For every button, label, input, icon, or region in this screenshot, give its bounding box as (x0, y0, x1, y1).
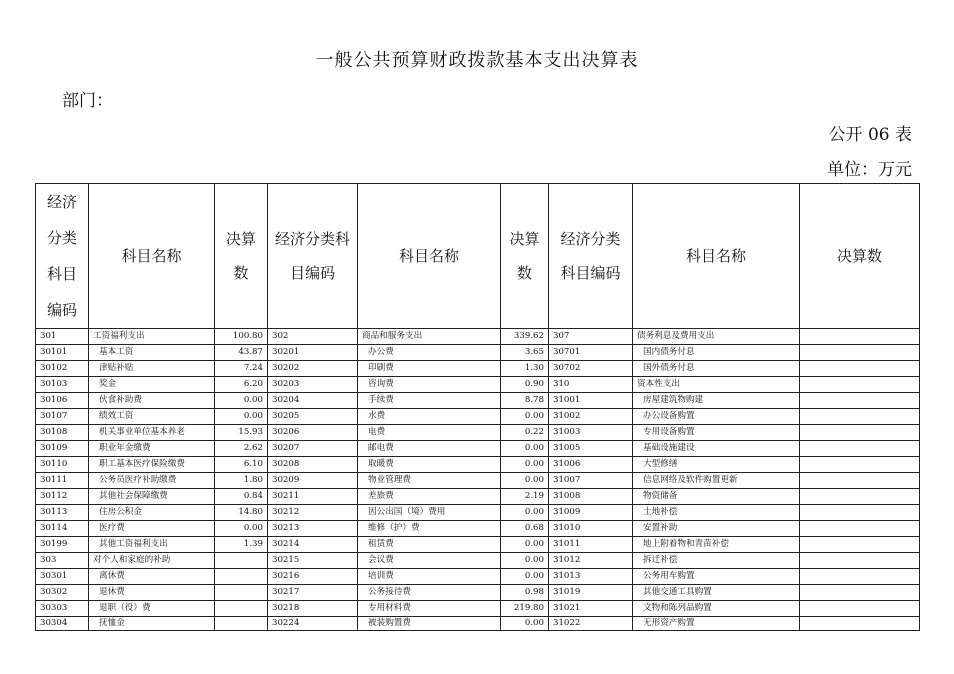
cell-code-2: 30208 (268, 457, 358, 473)
cell-code-3: 31021 (549, 601, 633, 617)
cell-amount-3 (800, 441, 920, 457)
cell-amount-3 (800, 585, 920, 601)
cell-amount-2: 0.90 (501, 377, 549, 393)
cell-name-3: 其他交通工具购置 (633, 585, 800, 601)
cell-code-2: 30201 (268, 345, 358, 361)
cell-name-2: 差旅费 (358, 489, 501, 505)
cell-name-3: 土地补偿 (633, 505, 800, 521)
cell-code-2: 30204 (268, 393, 358, 409)
cell-code-3: 307 (549, 329, 633, 345)
cell-amount-3 (800, 569, 920, 585)
cell-amount-3 (800, 601, 920, 617)
cell-code-3: 31010 (549, 521, 633, 537)
cell-amount-1: 0.84 (215, 489, 268, 505)
header-name-1: 科目名称 (89, 184, 215, 329)
cell-amount-1: 43.87 (215, 345, 268, 361)
cell-amount-2: 219.80 (501, 601, 549, 617)
cell-amount-3 (800, 425, 920, 441)
cell-code-3: 30701 (549, 345, 633, 361)
table-header-row (36, 184, 920, 329)
cell-name-3: 物资储备 (633, 489, 800, 505)
table-row (36, 377, 920, 393)
table-row (36, 537, 920, 553)
cell-name-1: 职工基本医疗保险缴费 (89, 457, 215, 473)
expenditure-table (35, 183, 920, 631)
cell-name-3: 专用设备购置 (633, 425, 800, 441)
cell-name-2: 被装购置费 (358, 617, 501, 631)
cell-code-2: 30203 (268, 377, 358, 393)
cell-name-3: 房屋建筑物购建 (633, 393, 800, 409)
cell-amount-3 (800, 521, 920, 537)
cell-code-1: 30106 (36, 393, 89, 409)
cell-code-3: 31022 (549, 617, 633, 631)
cell-name-3: 安置补助 (633, 521, 800, 537)
cell-code-1: 30114 (36, 521, 89, 537)
cell-name-2: 印刷费 (358, 361, 501, 377)
cell-amount-1: 0.00 (215, 521, 268, 537)
cell-code-3: 31009 (549, 505, 633, 521)
cell-code-2: 30202 (268, 361, 358, 377)
cell-amount-1: 0.00 (215, 409, 268, 425)
cell-code-1: 30303 (36, 601, 89, 617)
cell-amount-3 (800, 457, 920, 473)
cell-amount-3 (800, 345, 920, 361)
cell-code-3: 31012 (549, 553, 633, 569)
cell-amount-3 (800, 505, 920, 521)
cell-amount-2: 0.00 (501, 457, 549, 473)
table-row (36, 457, 920, 473)
cell-name-2: 培训费 (358, 569, 501, 585)
table-row (36, 329, 920, 345)
cell-name-2: 办公费 (358, 345, 501, 361)
table-row (36, 553, 920, 569)
cell-name-3: 国外债务付息 (633, 361, 800, 377)
cell-code-3: 30702 (549, 361, 633, 377)
cell-code-1: 30304 (36, 617, 89, 631)
cell-amount-1: 7.24 (215, 361, 268, 377)
table-row (36, 521, 920, 537)
header-amount-3: 决算数 (800, 184, 920, 329)
cell-amount-2: 0.00 (501, 505, 549, 521)
table-row (36, 361, 920, 377)
cell-amount-2: 339.62 (501, 329, 549, 345)
cell-name-3: 办公设备购置 (633, 409, 800, 425)
cell-name-1: 对个人和家庭的补助 (89, 553, 215, 569)
cell-amount-1: 0.00 (215, 393, 268, 409)
table-row (36, 569, 920, 585)
header-code-2: 经济分类科目编码 (268, 184, 358, 329)
cell-amount-3 (800, 473, 920, 489)
department-label: 部门： (62, 91, 113, 111)
cell-name-3: 文物和陈列品购置 (633, 601, 800, 617)
cell-name-2: 公务接待费 (358, 585, 501, 601)
cell-code-3: 31003 (549, 425, 633, 441)
cell-amount-3 (800, 409, 920, 425)
cell-code-3: 31008 (549, 489, 633, 505)
cell-amount-1: 1.80 (215, 473, 268, 489)
unit-label: 单位：万元 (827, 160, 912, 180)
cell-amount-2: 3.65 (501, 345, 549, 361)
cell-code-2: 30216 (268, 569, 358, 585)
cell-code-2: 30207 (268, 441, 358, 457)
cell-amount-3 (800, 489, 920, 505)
cell-amount-3 (800, 553, 920, 569)
cell-code-1: 30199 (36, 537, 89, 553)
cell-name-1: 公务员医疗补助缴费 (89, 473, 215, 489)
cell-amount-3 (800, 361, 920, 377)
cell-name-3: 地上附着物和青苗补偿 (633, 537, 800, 553)
cell-amount-1: 6.10 (215, 457, 268, 473)
cell-name-1: 伙食补助费 (89, 393, 215, 409)
table-row (36, 585, 920, 601)
cell-code-3: 31005 (549, 441, 633, 457)
cell-code-1: 30301 (36, 569, 89, 585)
cell-amount-1: 14.80 (215, 505, 268, 521)
cell-amount-1: 1.39 (215, 537, 268, 553)
cell-name-1: 抚恤金 (89, 617, 215, 631)
cell-code-1: 30113 (36, 505, 89, 521)
cell-code-2: 302 (268, 329, 358, 345)
cell-name-2: 邮电费 (358, 441, 501, 457)
table-row (36, 601, 920, 617)
cell-code-3: 31006 (549, 457, 633, 473)
cell-code-3: 310 (549, 377, 633, 393)
cell-code-2: 30209 (268, 473, 358, 489)
cell-amount-3 (800, 329, 920, 345)
cell-amount-1 (215, 617, 268, 631)
cell-amount-1: 6.20 (215, 377, 268, 393)
cell-name-3: 信息网络及软件购置更新 (633, 473, 800, 489)
table-row (36, 425, 920, 441)
cell-amount-3 (800, 377, 920, 393)
cell-name-2: 专用材料费 (358, 601, 501, 617)
cell-amount-3 (800, 537, 920, 553)
cell-code-2: 30213 (268, 521, 358, 537)
cell-amount-2: 0.68 (501, 521, 549, 537)
cell-name-1: 基本工资 (89, 345, 215, 361)
cell-name-1: 退休费 (89, 585, 215, 601)
cell-code-3: 31007 (549, 473, 633, 489)
cell-code-3: 31002 (549, 409, 633, 425)
cell-name-3: 大型修缮 (633, 457, 800, 473)
cell-amount-2: 2.19 (501, 489, 549, 505)
header-name-3: 科目名称 (633, 184, 800, 329)
table-title: 一般公共预算财政拨款基本支出决算表 (315, 50, 639, 71)
cell-name-1: 离休费 (89, 569, 215, 585)
form-number: 公开 06 表 (828, 125, 912, 145)
cell-code-2: 30206 (268, 425, 358, 441)
header-amount-2: 决算数 (501, 184, 549, 329)
cell-amount-2: 0.98 (501, 585, 549, 601)
cell-code-1: 30110 (36, 457, 89, 473)
cell-name-1: 工资福利支出 (89, 329, 215, 345)
table-row (36, 409, 920, 425)
cell-name-2: 会议费 (358, 553, 501, 569)
cell-name-3: 无形资产购置 (633, 617, 800, 631)
cell-code-1: 30108 (36, 425, 89, 441)
cell-amount-1: 100.80 (215, 329, 268, 345)
cell-code-2: 30205 (268, 409, 358, 425)
cell-code-1: 30112 (36, 489, 89, 505)
cell-code-3: 31013 (549, 569, 633, 585)
header-code-1: 经济分类科目编码 (36, 184, 89, 329)
table-row (36, 393, 920, 409)
table-row (36, 505, 920, 521)
cell-name-3: 资本性支出 (633, 377, 800, 393)
cell-amount-2: 0.00 (501, 553, 549, 569)
cell-amount-2: 0.00 (501, 617, 549, 631)
table-row (36, 489, 920, 505)
cell-code-1: 30101 (36, 345, 89, 361)
table-row (36, 345, 920, 361)
cell-name-1: 其他社会保障缴费 (89, 489, 215, 505)
cell-code-2: 30214 (268, 537, 358, 553)
cell-code-2: 30215 (268, 553, 358, 569)
table-row (36, 473, 920, 489)
cell-name-2: 因公出国（境）费用 (358, 505, 501, 521)
cell-name-3: 拆迁补偿 (633, 553, 800, 569)
cell-name-1: 奖金 (89, 377, 215, 393)
cell-name-1: 住房公积金 (89, 505, 215, 521)
cell-amount-1: 15.93 (215, 425, 268, 441)
cell-code-3: 31001 (549, 393, 633, 409)
cell-amount-1 (215, 569, 268, 585)
cell-code-1: 301 (36, 329, 89, 345)
cell-amount-2: 0.22 (501, 425, 549, 441)
cell-name-2: 电费 (358, 425, 501, 441)
table-row (36, 441, 920, 457)
cell-code-1: 30302 (36, 585, 89, 601)
cell-code-1: 30107 (36, 409, 89, 425)
cell-name-3: 公务用车购置 (633, 569, 800, 585)
cell-name-1: 绩效工资 (89, 409, 215, 425)
cell-name-1: 其他工资福利支出 (89, 537, 215, 553)
cell-amount-1 (215, 585, 268, 601)
cell-name-3: 国内债务付息 (633, 345, 800, 361)
cell-name-2: 维修（护）费 (358, 521, 501, 537)
cell-amount-2: 0.00 (501, 537, 549, 553)
cell-code-1: 30109 (36, 441, 89, 457)
cell-name-1: 津贴补贴 (89, 361, 215, 377)
cell-amount-3 (800, 393, 920, 409)
cell-amount-1: 2.62 (215, 441, 268, 457)
cell-name-1: 医疗费 (89, 521, 215, 537)
cell-name-2: 租赁费 (358, 537, 501, 553)
cell-amount-2: 0.00 (501, 441, 549, 457)
cell-name-2: 取暖费 (358, 457, 501, 473)
header-code-3: 经济分类科目编码 (549, 184, 633, 329)
cell-amount-1 (215, 601, 268, 617)
cell-amount-1 (215, 553, 268, 569)
cell-name-3: 基础设施建设 (633, 441, 800, 457)
table-row (36, 617, 920, 631)
cell-code-3: 31011 (549, 537, 633, 553)
cell-name-1: 机关事业单位基本养老 (89, 425, 215, 441)
cell-name-2: 手续费 (358, 393, 501, 409)
cell-amount-3 (800, 617, 920, 631)
cell-name-2: 咨询费 (358, 377, 501, 393)
cell-code-1: 30103 (36, 377, 89, 393)
cell-name-2: 水费 (358, 409, 501, 425)
cell-code-3: 31019 (549, 585, 633, 601)
cell-code-2: 30212 (268, 505, 358, 521)
cell-amount-2: 1.30 (501, 361, 549, 377)
header-amount-1: 决算数 (215, 184, 268, 329)
cell-amount-2: 8.78 (501, 393, 549, 409)
cell-code-1: 303 (36, 553, 89, 569)
cell-code-1: 30102 (36, 361, 89, 377)
cell-name-2: 商品和服务支出 (358, 329, 501, 345)
cell-amount-2: 0.00 (501, 409, 549, 425)
cell-name-1: 退职（役）费 (89, 601, 215, 617)
cell-name-3: 债务利息及费用支出 (633, 329, 800, 345)
cell-code-2: 30211 (268, 489, 358, 505)
header-name-2: 科目名称 (358, 184, 501, 329)
cell-name-2: 物业管理费 (358, 473, 501, 489)
cell-code-2: 30224 (268, 617, 358, 631)
cell-amount-2: 0.00 (501, 473, 549, 489)
cell-name-1: 职业年金缴费 (89, 441, 215, 457)
cell-code-2: 30218 (268, 601, 358, 617)
cell-amount-2: 0.00 (501, 569, 549, 585)
cell-code-2: 30217 (268, 585, 358, 601)
cell-code-1: 30111 (36, 473, 89, 489)
